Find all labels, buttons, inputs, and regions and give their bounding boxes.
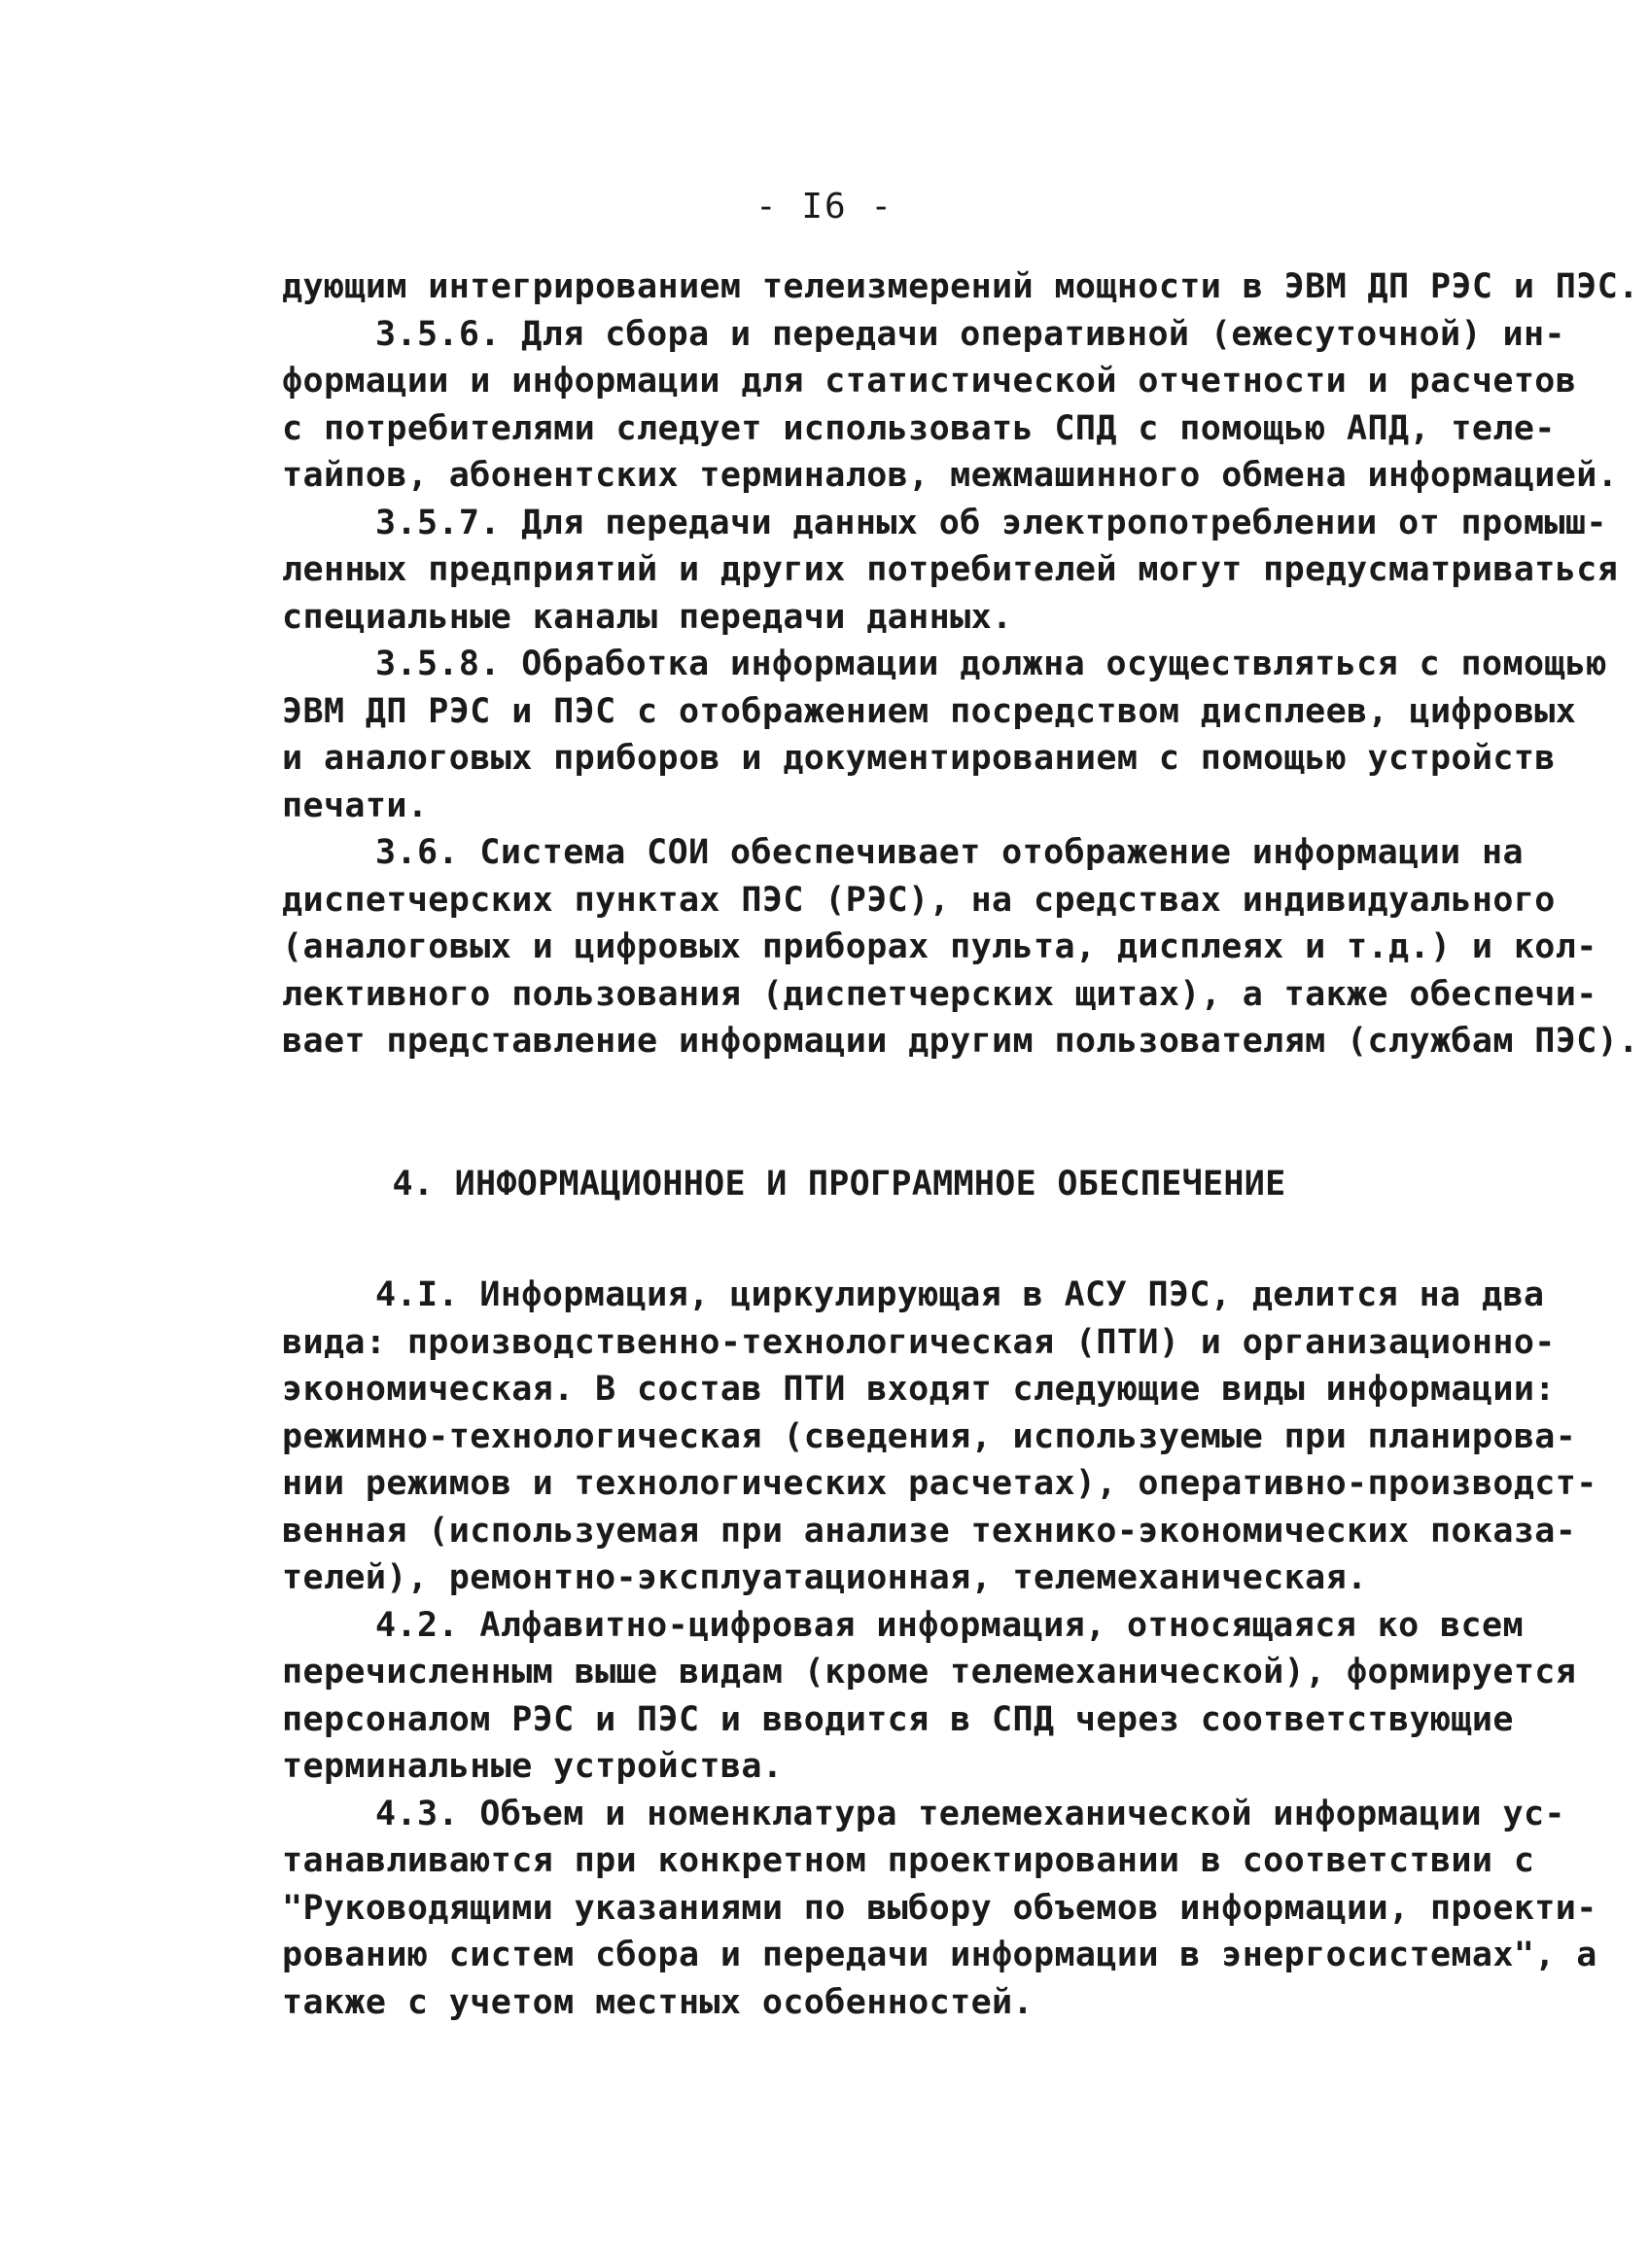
text-line: специальные каналы передачи данных. xyxy=(282,597,1013,637)
text-line: 4.I. Информация, циркулирующая в АСУ ПЭС, делится на два xyxy=(375,1275,1545,1314)
text-line: экономическая. В состав ПТИ входят следующие виды информации: xyxy=(282,1370,1556,1409)
text-line: и аналоговых приборов и документированием с помощью устройств xyxy=(282,739,1556,778)
text-line: 3.5.8. Обработка информации должна осуществляться с помощью xyxy=(375,645,1607,683)
text-line: также с учетом местных особенностей. xyxy=(282,1982,1034,2022)
text-line: нии режимов и технологических расчетах), оперативно-производст- xyxy=(282,1464,1597,1503)
text-line: тайпов, абонентских терминалов, межмашинного обмена информацией. xyxy=(282,456,1619,495)
text-block-section-4 xyxy=(282,1272,1597,2026)
text-line: 3.5.6. Для сбора и передачи оперативной (ежесуточной) ин- xyxy=(375,314,1565,354)
text-line: формации и информации для статистической отчетности и расчетов xyxy=(282,362,1577,401)
text-line: дующим интегрированием телеизмерений мощности в ЭВМ ДП РЭС и ПЭС. xyxy=(282,267,1639,306)
text-block-section-3 xyxy=(282,263,1639,1065)
text-line: ленных предприятий и других потребителей могут предусматриваться xyxy=(282,550,1619,589)
text-line: 4.3. Объем и номенклатура телемеханической информации ус- xyxy=(375,1794,1565,1833)
section-heading: 4. ИНФОРМАЦИОННОЕ И ПРОГРАММНОЕ ОБЕСПЕЧЕНИЕ xyxy=(392,1165,1286,1204)
text-line: венная (используемая при анализе технико-экономических показа- xyxy=(282,1511,1577,1551)
text-line: лективного пользования (диспетчерских щитах), а также обеспечи- xyxy=(282,974,1597,1014)
text-line: вает представление информации другим пользователям (службам ПЭС). xyxy=(282,1022,1639,1061)
text-line: ЭВМ ДП РЭС и ПЭС с отображением посредством дисплеев, цифровых xyxy=(282,691,1577,731)
text-line: рованию систем сбора и передачи информации в энергосистемах", а xyxy=(282,1936,1597,1974)
text-line: телей), ремонтно-эксплуатационная, телемеханическая. xyxy=(282,1558,1368,1597)
text-line: диспетчерских пунктах ПЭС (РЭС), на средствах индивидуального xyxy=(282,880,1556,920)
text-line: "Руководящими указаниями по выбору объемов информации, проекти- xyxy=(282,1888,1597,1928)
page-number: - I6 - xyxy=(754,187,895,227)
text-line: печати. xyxy=(282,785,429,825)
text-line: перечисленным выше видам (кроме телемеханической), формируется xyxy=(282,1653,1577,1692)
text-line: терминальные устройства. xyxy=(282,1747,784,1786)
text-line: 4.2. Алфавитно-цифровая информация, относящаяся ко всем xyxy=(375,1605,1524,1645)
text-line: 3.5.7. Для передачи данных об электропотреблении от промыш- xyxy=(375,503,1607,542)
text-line: режимно-технологическая (сведения, используемые при планирова- xyxy=(282,1416,1577,1456)
text-line: вида: производственно-технологическая (ПТИ) и организационно- xyxy=(282,1322,1556,1362)
text-line: (аналоговых и цифровых приборах пульта, дисплеях и т.д.) и кол- xyxy=(282,927,1597,966)
text-line: 3.6. Система СОИ обеспечивает отображение информации на xyxy=(375,833,1524,872)
text-line: с потребителями следует использовать СПД с помощью АПД, теле- xyxy=(282,408,1556,448)
text-line: танавливаются при конкретном проектировании в соответствии с xyxy=(282,1841,1535,1880)
text-line: персоналом РЭС и ПЭС и вводится в СПД через соответствующие xyxy=(282,1699,1514,1739)
